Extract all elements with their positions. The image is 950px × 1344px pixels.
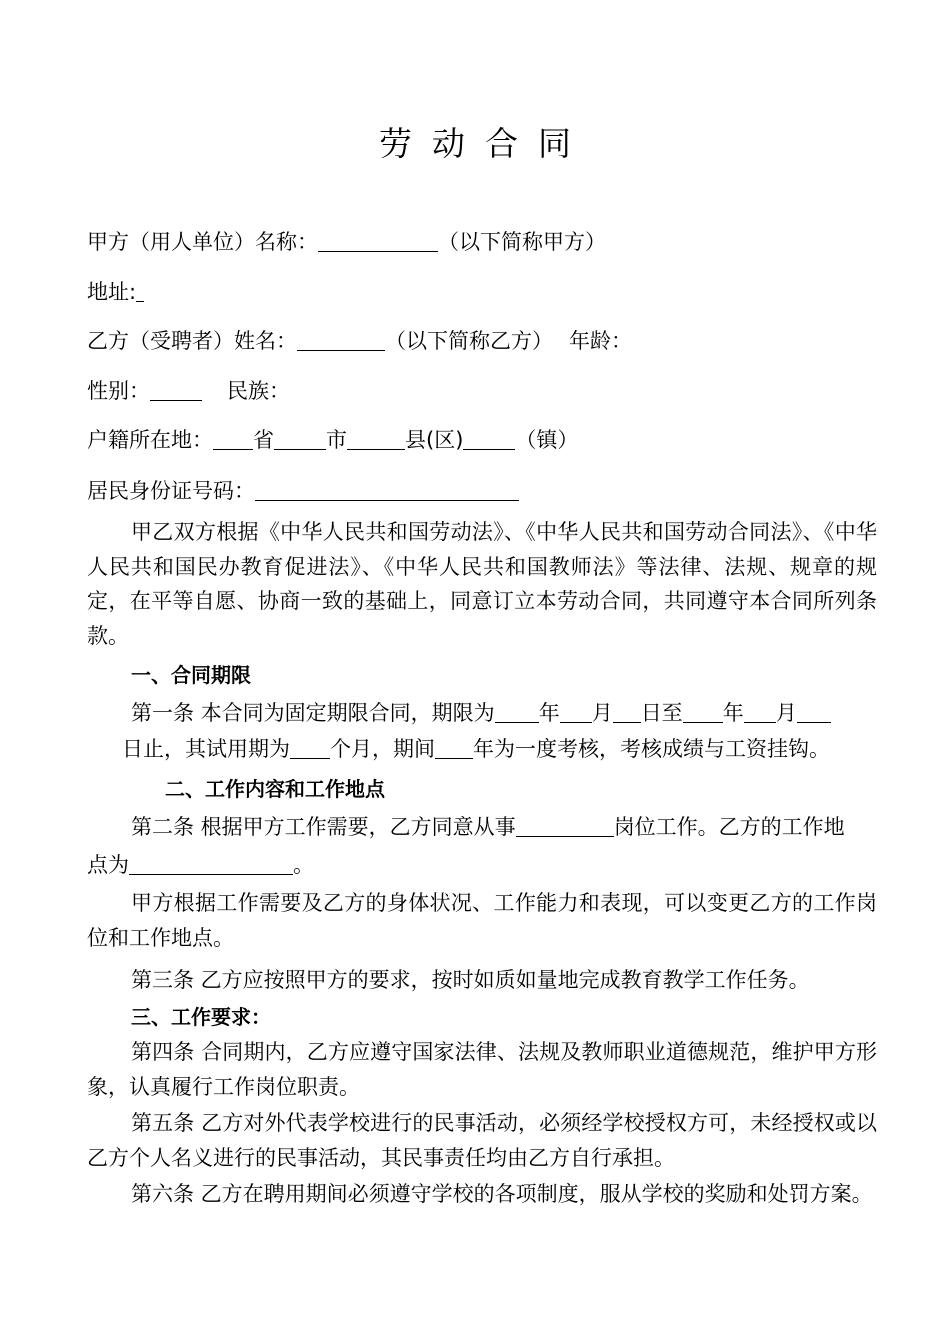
probation-months-blank[interactable] (290, 736, 330, 759)
county-label: 县(区) (405, 428, 464, 452)
party-b-suffix: （以下简称乙方） (385, 329, 553, 353)
article1-line2 (122, 734, 830, 764)
party-b-line (87, 326, 632, 356)
end-month-label: 月 (775, 701, 797, 725)
party-a-label: 甲方（用人单位）名称： (87, 230, 318, 254)
assessment-years-blank[interactable] (435, 736, 473, 759)
hukou-line (87, 425, 578, 455)
intro-paragraph: 甲乙双方根据《中华人民共和国劳动法》、《中华人民共和国劳动合同法》、《中华人民共和国民办教育促进法》、《中华人民共和国教师法》等法律、法规、规章的规定，在平等自愿、协商一致的基础上，同意订立本劳动合同，共同遵守本合同所列条款。 (87, 520, 877, 648)
article2-line2 (87, 850, 314, 880)
address-blank[interactable] (136, 279, 144, 302)
gender-label: 性别： (87, 379, 150, 403)
position-blank[interactable] (516, 814, 614, 837)
province-label: 省 (253, 428, 274, 452)
start-month-blank[interactable] (560, 700, 592, 723)
end-day-blank[interactable] (797, 700, 831, 723)
article1-prefix: 第一条 本合同为固定期限合同，期限为 (131, 701, 495, 725)
county-blank[interactable] (347, 427, 405, 450)
change-paragraph: 甲方根据工作需要及乙方的身体状况、工作能力和表现，可以变更乙方的工作岗位和工作地点。 (87, 891, 877, 950)
article4-paragraph: 第四条 合同期内，乙方应遵守国家法律、法规及教师职业道德规范，维护甲方形象，认真履行工作岗位职责。 (87, 1040, 877, 1099)
end-month-blank[interactable] (744, 700, 776, 723)
end-year-label: 年 (722, 701, 744, 725)
hukou-label: 户籍所在地： (87, 428, 213, 452)
town-label: （镇） (515, 428, 579, 452)
article5-paragraph: 第五条 乙方对外代表学校进行的民事活动，必须经学校授权方可，未经授权或以乙方个人名义进行的民事活动，其民事责任均由乙方自行承担。 (87, 1111, 877, 1170)
article2-part-b: 岗位工作。乙方的工作地 (613, 815, 845, 839)
end-year-blank[interactable] (683, 700, 723, 723)
city-label: 市 (326, 428, 347, 452)
city-blank[interactable] (274, 427, 326, 450)
party-b-label: 乙方（受聘者）姓名： (87, 329, 297, 353)
day-to-label: 日至 (640, 701, 683, 725)
day-end-label: 日止，其试用期为 (122, 737, 290, 761)
age-label: 年龄： (569, 329, 632, 353)
months-label: 个月，期间 (330, 737, 435, 761)
party-b-name-blank[interactable] (297, 328, 385, 351)
section1-heading: 一、合同期限 (131, 663, 251, 687)
section2-heading: 二、工作内容和工作地点 (165, 777, 385, 801)
article2-part-a: 第二条 根据甲方工作需要，乙方同意从事 (131, 815, 516, 839)
section3-heading: 三、工作要求： (131, 1005, 271, 1029)
ethnicity-label: 民族： (227, 379, 290, 403)
gender-line (87, 376, 290, 406)
article1-line1 (131, 698, 831, 728)
article6-paragraph: 第六条 乙方在聘用期间必须遵守学校的各项制度，服从学校的奖励和处罚方案。 (131, 1182, 873, 1206)
article2-part-d: 。 (293, 853, 314, 877)
assessment-label: 年为一度考核，考核成绩与工资挂钩。 (473, 737, 830, 761)
party-a-name-blank[interactable] (318, 229, 438, 252)
start-day-blank[interactable] (613, 700, 641, 723)
id-number-line (87, 476, 519, 506)
start-year-label: 年 (538, 701, 560, 725)
start-month-label: 月 (591, 701, 613, 725)
id-number-blank[interactable] (255, 478, 519, 501)
address-line (87, 277, 144, 307)
party-a-suffix: （以下简称甲方） (438, 230, 606, 254)
party-a-line (87, 227, 606, 257)
workplace-blank[interactable] (129, 852, 293, 875)
article2-part-c: 点为 (87, 853, 129, 877)
gender-blank[interactable] (150, 378, 202, 401)
town-blank[interactable] (463, 427, 515, 450)
start-year-blank[interactable] (495, 700, 539, 723)
article3-paragraph: 第三条 乙方应按照甲方的要求，按时如质如量地完成教育教学工作任务。 (131, 968, 810, 992)
document-title: 劳动合同 (379, 124, 591, 163)
id-number-label: 居民身份证号码： (87, 479, 255, 503)
article2-line1 (131, 812, 845, 842)
address-label: 地址: (87, 280, 137, 304)
province-blank[interactable] (213, 427, 253, 450)
